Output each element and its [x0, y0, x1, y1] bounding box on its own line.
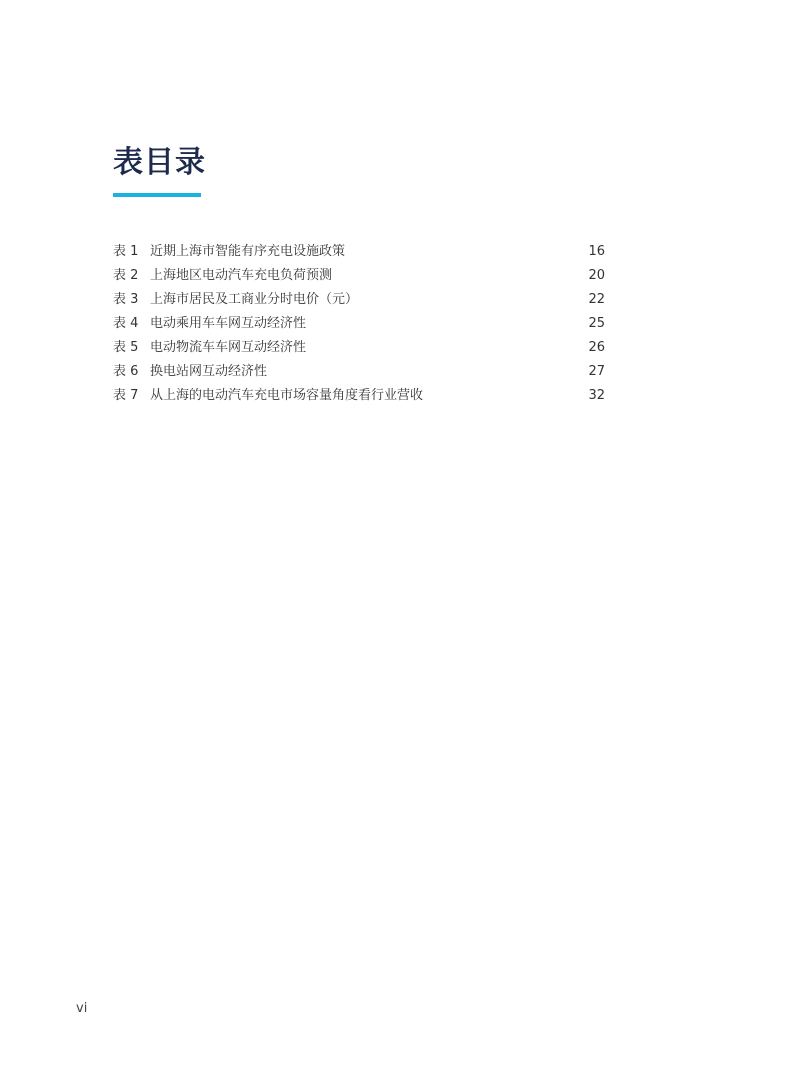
toc-entry-number: 表 4 — [113, 316, 139, 331]
toc-entry-page: 32 — [588, 388, 605, 403]
toc-entry-number: 表 6 — [113, 364, 139, 379]
table-of-contents — [113, 240, 605, 408]
toc-entry-title: 上海市居民及工商业分时电价（元） — [150, 292, 359, 307]
toc-entry-page: 20 — [588, 268, 605, 283]
toc-entry-title: 电动物流车车网互动经济性 — [150, 340, 307, 355]
toc-entry[interactable] — [113, 384, 605, 408]
toc-entry-number: 表 5 — [113, 340, 139, 355]
toc-entry-number: 表 2 — [113, 268, 139, 283]
toc-entry[interactable] — [113, 240, 605, 264]
toc-entry-number: 表 7 — [113, 388, 139, 403]
toc-entry-title: 上海地区电动汽车充电负荷预测 — [150, 268, 333, 283]
toc-entry-title: 换电站网互动经济性 — [150, 364, 268, 379]
toc-entry-title: 电动乘用车车网互动经济性 — [150, 316, 307, 331]
toc-entry[interactable] — [113, 312, 605, 336]
page-title: 表目录 — [113, 145, 206, 180]
toc-entry-page: 27 — [588, 364, 605, 379]
toc-entry[interactable] — [113, 288, 605, 312]
page-number: vi — [76, 1001, 88, 1016]
toc-entry-title: 从上海的电动汽车充电市场容量角度看行业营收 — [150, 388, 424, 403]
toc-entry-number: 表 3 — [113, 292, 139, 307]
toc-entry[interactable] — [113, 360, 605, 384]
toc-entry[interactable] — [113, 336, 605, 360]
title-underline — [113, 193, 201, 197]
toc-entry-page: 22 — [588, 292, 605, 307]
toc-entry-title: 近期上海市智能有序充电设施政策 — [150, 244, 346, 259]
toc-entry[interactable] — [113, 264, 605, 288]
toc-entry-page: 25 — [588, 316, 605, 331]
toc-entry-page: 16 — [588, 244, 605, 259]
toc-entry-page: 26 — [588, 340, 605, 355]
toc-entry-number: 表 1 — [113, 244, 139, 259]
